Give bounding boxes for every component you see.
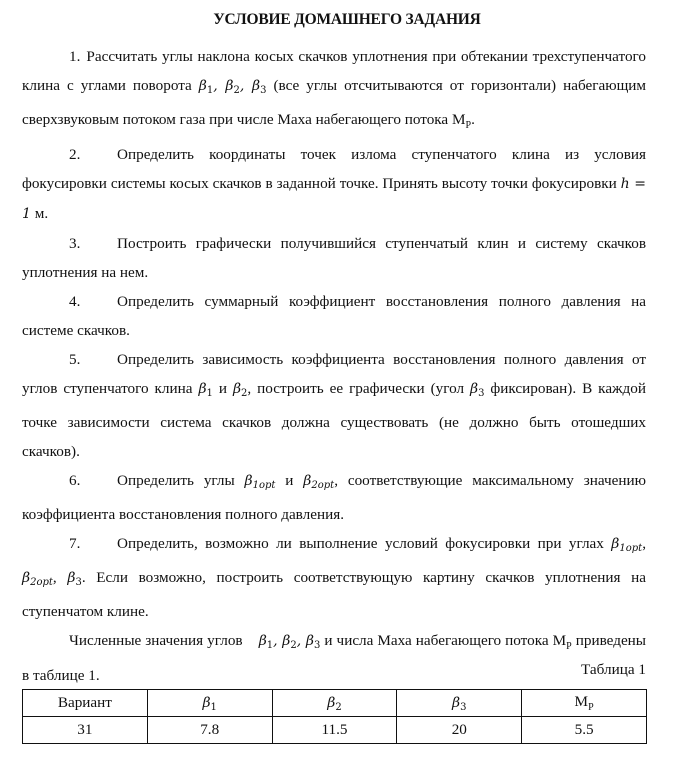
height-equation: h = 1 xyxy=(22,176,646,223)
item-text: , соответствующие максимальному значению коэффициента восстановления полного давления. xyxy=(22,472,646,524)
cell-beta1: 7.8 xyxy=(147,717,272,744)
item-text: Рассчитать углы наклона косых скачков уплотнения при обтекании трехступенчатого клина с углами поворота xyxy=(22,48,646,94)
item-text: Определить суммарный коэффициент восстановления полного давления на системе скачков. xyxy=(22,293,646,340)
task-item-4 xyxy=(22,287,646,345)
beta3-symbol: $\beta_3$ xyxy=(470,381,485,400)
header-mach: $M_P$ xyxy=(522,690,647,717)
item-text: м. xyxy=(30,205,49,223)
variant-table xyxy=(22,689,647,744)
item-number: 6. xyxy=(69,472,81,490)
task-item-1 xyxy=(22,42,646,140)
document-title: УСЛОВИЕ ДОМАШНЕГО ЗАДАНИЯ xyxy=(213,11,481,28)
task-item-3 xyxy=(22,229,646,287)
item-text: фиксирован). В каждой точке зависимости система скачков должна существовать (не должно быть отошедших скачков). xyxy=(22,380,646,461)
item-text: , xyxy=(642,535,646,553)
table-row xyxy=(23,717,647,744)
beta-symbols: $\beta_1$, $\beta_2$, $\beta_3$ xyxy=(258,633,321,652)
item-text: , построить ее графически (угол xyxy=(247,380,470,398)
table-header-row xyxy=(23,690,647,717)
item-number: 3. xyxy=(69,235,81,253)
beta3-symbol: $\beta_3$ xyxy=(67,570,82,589)
item-text: и xyxy=(212,380,233,398)
cell-mach: 5.5 xyxy=(522,717,647,744)
closing-text: Численные значения углов xyxy=(69,632,247,650)
closing-text: и числа Маха набегающего потока xyxy=(320,632,553,650)
cell-beta2: 11.5 xyxy=(272,717,397,744)
closing-paragraph xyxy=(22,626,646,690)
item-text: Определить координаты точек излома ступенчатого клина из условия фокусировки системы косых скачков в заданной точке. Принять высоту точки фокусировки xyxy=(22,146,646,193)
beta1-opt-symbol: $\beta_{1opt}$ xyxy=(611,536,643,555)
task-item-7 xyxy=(22,529,646,626)
document-body xyxy=(22,42,646,690)
mach-symbol: $M_P$ xyxy=(552,632,572,653)
item-number: 1. xyxy=(69,48,81,65)
cell-beta3: 20 xyxy=(397,717,522,744)
cell-variant: 31 xyxy=(23,717,148,744)
closing-text: приведены в таблице 1. xyxy=(22,632,647,685)
beta2-opt-symbol: $\beta_{2opt}$ xyxy=(303,473,335,492)
item-text: и xyxy=(275,472,304,490)
beta-symbols: $\beta_1$, $\beta_2$, $\beta_3$ xyxy=(198,78,267,96)
task-item-2 xyxy=(22,140,646,229)
header-variant: Вариант xyxy=(23,690,148,717)
item-text: . Если возможно, построить соответствующую картину скачков уплотнения на ступенчатом клине. xyxy=(22,569,646,621)
task-item-6 xyxy=(22,466,646,529)
beta1-opt-symbol: $\beta_{1opt}$ xyxy=(244,473,276,492)
item-number: 7. xyxy=(69,535,81,553)
beta2-symbol: $\beta_2$ xyxy=(232,381,248,400)
mach-symbol: $M_P$ xyxy=(451,111,472,132)
item-text: Определить, возможно ли выполнение условий фокусировки при углах xyxy=(117,535,612,553)
item-text: Построить графически получившийся ступенчатый клин и систему скачков уплотнения на нем. xyxy=(22,235,646,282)
item-text: Определить углы xyxy=(117,472,245,490)
beta1-symbol: $\beta_1$ xyxy=(198,381,213,400)
item-text: , xyxy=(52,569,68,587)
header-beta1: $\beta_1$ xyxy=(147,690,272,717)
table-caption: Таблица 1 xyxy=(581,661,646,678)
item-number: 2. xyxy=(69,146,81,164)
header-beta2: $\beta_2$ xyxy=(272,690,397,717)
item-number: 5. xyxy=(69,351,81,369)
item-text: Определить зависимость коэффициента восстановления полного давления от углов ступенчатого клина xyxy=(22,351,646,398)
item-text: . xyxy=(471,111,475,128)
task-item-5 xyxy=(22,345,646,466)
header-beta3: $\beta_3$ xyxy=(397,690,522,717)
item-number: 4. xyxy=(69,293,81,311)
beta2-opt-symbol: $\beta_{2opt}$ xyxy=(22,570,53,589)
item-text: (все углы отсчитываются от горизонтали) набегающим сверхзвуковым потоком газа при числе Маха набегающего потока xyxy=(22,77,647,128)
